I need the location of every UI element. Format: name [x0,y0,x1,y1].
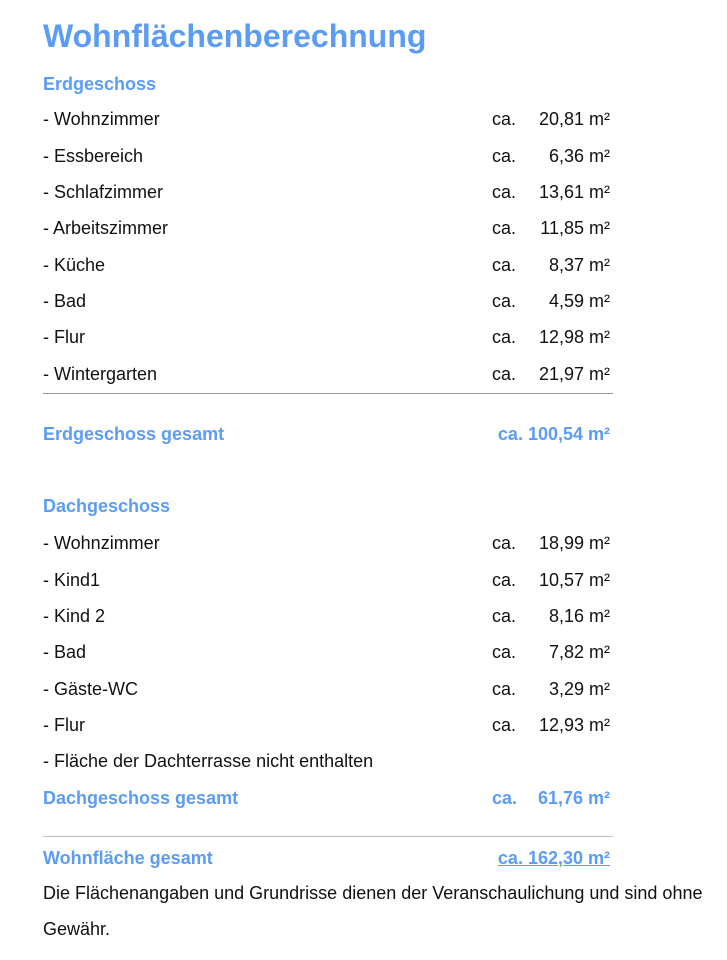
room-area: 11,85 m² [540,218,610,238]
room-name: - Küche [43,255,106,275]
approx-label: ca. [492,715,517,735]
approx-label: ca. [492,327,517,347]
room-area: 4,59 m² [548,291,610,311]
approx-label: ca. [492,570,517,590]
approx-label: ca. [492,218,517,238]
room-area: 21,97 m² [538,364,610,384]
room-area: 18,99 m² [538,533,610,553]
approx-label: ca. [492,364,517,384]
room-row [43,715,613,739]
room-row [43,606,613,630]
room-name: - Arbeitszimmer [43,218,169,238]
room-row [43,570,613,594]
dachgeschoss-total-row [43,788,613,812]
grand-total-row [43,848,613,872]
total-area: 61,76 m² [537,788,610,808]
room-name: - Kind1 [43,570,101,590]
erdgeschoss-total-row [43,424,613,448]
divider [43,393,613,394]
room-area: 13,61 m² [538,182,610,202]
grand-total-area: ca. 162,30 m² [497,848,610,868]
room-name: - Gäste-WC [43,679,139,699]
approx-label: ca. [492,642,517,662]
room-row [43,182,613,206]
room-name: - Wintergarten [43,364,158,384]
room-area: 12,93 m² [538,715,610,735]
room-row [43,218,613,242]
approx-label: ca. [492,679,517,699]
room-row [43,533,613,557]
approx-label: ca. [492,109,517,129]
room-area: 8,16 m² [548,606,610,626]
room-row [43,327,613,351]
approx-label: ca. [492,788,518,808]
room-row [43,146,613,170]
section-heading-dachgeschoss: Dachgeschoss [43,496,171,516]
room-area: 12,98 m² [538,327,610,347]
room-area: 20,81 m² [538,109,610,129]
approx-label: ca. [492,146,517,166]
section-heading-erdgeschoss: Erdgeschoss [43,74,157,94]
room-area: 10,57 m² [538,570,610,590]
terrace-note: - Fläche der Dachterrasse nicht enthalten [43,751,374,771]
room-area: 8,37 m² [548,255,610,275]
approx-label: ca. [492,533,517,553]
room-area: 7,82 m² [548,642,610,662]
room-name: - Flur [43,715,85,735]
total-area: ca. 100,54 m² [497,424,610,444]
room-name: - Schlafzimmer [43,182,164,202]
total-label: Erdgeschoss gesamt [43,424,225,444]
disclaimer-text: Die Flächenangaben und Grundrisse dienen der Veranschaulichung und sind ohne Gewähr. [43,883,703,939]
room-name: - Bad [43,291,87,311]
room-name: - Flur [43,327,85,347]
room-name: - Essbereich [43,146,144,166]
total-label: Dachgeschoss gesamt [43,788,239,808]
page-title: Wohnflächenberechnung [43,18,427,54]
room-name: - Wohnzimmer [43,533,160,553]
room-name: - Kind 2 [43,606,106,626]
room-row [43,255,613,279]
room-row [43,291,613,315]
room-row [43,679,613,703]
room-row [43,364,613,388]
room-area: 3,29 m² [548,679,610,699]
room-row [43,642,613,666]
room-area: 6,36 m² [548,146,610,166]
room-name: - Wohnzimmer [43,109,160,129]
approx-label: ca. [492,606,517,626]
approx-label: ca. [492,291,517,311]
room-row [43,109,613,133]
divider [43,836,613,837]
approx-label: ca. [492,182,517,202]
approx-label: ca. [492,255,517,275]
grand-total-label: Wohnfläche gesamt [43,848,213,868]
room-name: - Bad [43,642,87,662]
